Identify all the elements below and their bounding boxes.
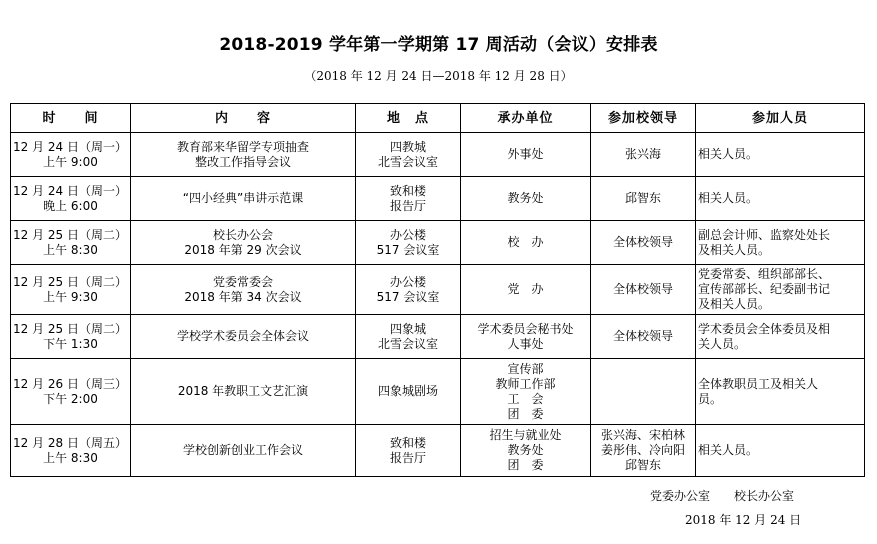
table-row: [11, 265, 865, 315]
date-range-subtitle: （2018 年 12 月 24 日—2018 年 12 月 28 日）: [304, 69, 573, 83]
cell-organizer-line: 外事处: [507, 147, 544, 161]
cell-time-line: 12 月 25 日（周二）: [13, 227, 127, 242]
page-title: 2018-2019 学年第一学期第 17 周活动（会议）安排表: [219, 35, 658, 55]
cell-organizer: [461, 221, 591, 265]
cell-organizer-line: 教务处: [507, 443, 544, 457]
cell-time-line: 12 月 28 日（周五）: [13, 435, 127, 450]
cell-time-line: 下午 2:00: [43, 391, 98, 406]
issuer-signature: 党委办公室 校长办公室: [650, 489, 795, 503]
table-row: [11, 177, 865, 221]
cell-place-line: 517 会议室: [376, 242, 440, 257]
cell-organizer: [461, 265, 591, 315]
cell-place: [356, 221, 461, 265]
cell-place-line: 517 会议室: [376, 289, 440, 304]
cell-place: [356, 265, 461, 315]
cell-content: [131, 221, 356, 265]
cell-organizer: [461, 177, 591, 221]
cell-school-leaders-line: 张兴海、宋柏林: [600, 428, 685, 442]
cell-participants-line: 党委常委、组织部部长、: [698, 267, 831, 281]
cell-place-line: 四教城: [389, 139, 426, 154]
cell-organizer: [461, 425, 591, 477]
cell-time: [11, 221, 131, 265]
cell-content-line: 校长办公会: [212, 227, 273, 242]
cell-content-line: 2018 年教职工文艺汇演: [177, 384, 309, 398]
cell-participants-line: 全体教职员工及相关人: [698, 376, 819, 391]
cell-school-leaders: [591, 359, 696, 425]
cell-school-leaders: [591, 221, 696, 265]
cell-place-line: 致和楼: [389, 183, 426, 198]
header-content: 内 容: [131, 104, 356, 133]
cell-participants-line: 副总会计师、监察处处长: [698, 227, 831, 242]
cell-participants-line: 员。: [698, 391, 723, 406]
cell-organizer-line: 人事处: [507, 336, 544, 351]
cell-school-leaders-line: 姜彤伟、冷向阳: [600, 443, 685, 457]
cell-content: [131, 425, 356, 477]
cell-time-line: 上午 8:30: [43, 242, 98, 257]
cell-time-line: 上午 9:00: [43, 154, 98, 169]
cell-time: [11, 359, 131, 425]
cell-participants-line: 及相关人员。: [698, 242, 771, 257]
cell-place: [356, 315, 461, 359]
cell-organizer-line: 招生与就业处: [489, 428, 562, 442]
table-row: [11, 425, 865, 477]
cell-place: [356, 359, 461, 425]
cell-organizer-line: 教务处: [507, 191, 544, 205]
cell-organizer-line: 校 办: [507, 235, 544, 249]
cell-content-line: “四小经典”串讲示范课: [182, 191, 304, 205]
cell-place-line: 办公楼: [389, 274, 426, 289]
cell-organizer-line: 党 办: [507, 282, 544, 296]
cell-organizer: [461, 133, 591, 177]
cell-time-line: 上午 8:30: [43, 450, 98, 465]
cell-place-line: 北雪会议室: [377, 336, 438, 351]
cell-participants-line: 宣传部部长、纪委副书记: [698, 282, 831, 296]
cell-time: [11, 177, 131, 221]
cell-time-line: 下午 1:30: [43, 336, 98, 351]
table-row: [11, 221, 865, 265]
cell-time: [11, 265, 131, 315]
cell-organizer: [461, 315, 591, 359]
cell-participants-line: 学术委员会全体委员及相: [698, 321, 831, 336]
cell-content-line: 2018 年第 34 次会议: [184, 289, 302, 304]
header-place: 地 点: [356, 104, 461, 133]
header-organizer: 承办单位: [461, 104, 591, 133]
cell-time: [11, 425, 131, 477]
cell-organizer-line: 团 委: [507, 458, 544, 472]
cell-content-line: 学校学术委员会全体会议: [176, 329, 309, 343]
cell-place: [356, 133, 461, 177]
issue-date: 2018 年 12 月 24 日: [685, 513, 802, 527]
cell-place-line: 四象城: [389, 321, 426, 336]
table-header-row: [11, 104, 865, 133]
cell-organizer: [461, 359, 591, 425]
cell-place: [356, 177, 461, 221]
cell-place-line: 致和楼: [389, 435, 426, 450]
cell-participants-line: 相关人员。: [698, 147, 759, 161]
header-time: 时 间: [11, 104, 131, 133]
cell-time-line: 12 月 25 日（周二）: [13, 274, 127, 289]
cell-school-leaders-line: 全体校领导: [612, 329, 673, 343]
cell-content: [131, 177, 356, 221]
cell-participants-line: 关人员。: [698, 336, 747, 351]
table-row: [11, 133, 865, 177]
cell-place: [356, 425, 461, 477]
cell-school-leaders-line: 邱智东: [624, 458, 661, 472]
cell-place-line: 办公楼: [389, 227, 426, 242]
cell-time-line: 12 月 24 日（周一）: [13, 139, 127, 154]
cell-participants-line: 相关人员。: [698, 191, 759, 205]
cell-participants: [696, 315, 865, 359]
cell-place-line: 北雪会议室: [377, 154, 438, 169]
cell-organizer-line: 工 会: [507, 391, 544, 406]
cell-school-leaders-line: 全体校领导: [612, 235, 673, 249]
cell-place-line: 四象城剧场: [377, 384, 438, 398]
cell-content-line: 学校创新创业工作会议: [182, 443, 303, 457]
table-row: [11, 359, 865, 425]
cell-participants: [696, 221, 865, 265]
table-row: [11, 315, 865, 359]
cell-participants: [696, 265, 865, 315]
cell-content-line: 党委常委会: [212, 274, 273, 289]
cell-organizer-line: 团 委: [507, 406, 544, 421]
cell-content: [131, 359, 356, 425]
cell-participants: [696, 177, 865, 221]
cell-content-line: 整改工作指导会议: [194, 154, 291, 169]
cell-content: [131, 265, 356, 315]
cell-time-line: 12 月 26 日（周三）: [13, 376, 127, 391]
cell-time: [11, 133, 131, 177]
cell-time: [11, 315, 131, 359]
cell-content: [131, 315, 356, 359]
cell-participants: [696, 133, 865, 177]
cell-school-leaders: [591, 315, 696, 359]
cell-school-leaders-line: 张兴海: [624, 147, 661, 161]
cell-school-leaders: [591, 265, 696, 315]
cell-participants-line: 及相关人员。: [698, 297, 771, 311]
cell-place-line: 报告厅: [389, 198, 426, 213]
cell-content: [131, 133, 356, 177]
cell-time-line: 晚上 6:00: [43, 198, 98, 213]
cell-place-line: 报告厅: [389, 450, 426, 465]
cell-organizer-line: 学术委员会秘书处: [477, 321, 574, 336]
cell-time-line: 上午 9:30: [43, 289, 98, 304]
cell-content-line: 2018 年第 29 次会议: [184, 242, 302, 257]
cell-organizer-line: 教师工作部: [495, 376, 556, 391]
cell-time-line: 12 月 24 日（周一）: [13, 183, 127, 198]
schedule-table: [10, 103, 865, 477]
header-school-leaders: 参加校领导: [591, 104, 696, 133]
cell-participants: [696, 425, 865, 477]
cell-school-leaders: [591, 425, 696, 477]
cell-school-leaders: [591, 177, 696, 221]
cell-organizer-line: 宣传部: [507, 361, 544, 376]
cell-school-leaders-line: 全体校领导: [612, 282, 673, 296]
cell-content-line: 教育部来华留学专项抽查: [176, 139, 309, 154]
cell-participants-line: 相关人员。: [698, 443, 759, 457]
cell-participants: [696, 359, 865, 425]
cell-school-leaders-line: 邱智东: [624, 191, 661, 205]
header-participants: 参加人员: [696, 104, 865, 133]
cell-school-leaders: [591, 133, 696, 177]
cell-time-line: 12 月 25 日（周二）: [13, 321, 127, 336]
